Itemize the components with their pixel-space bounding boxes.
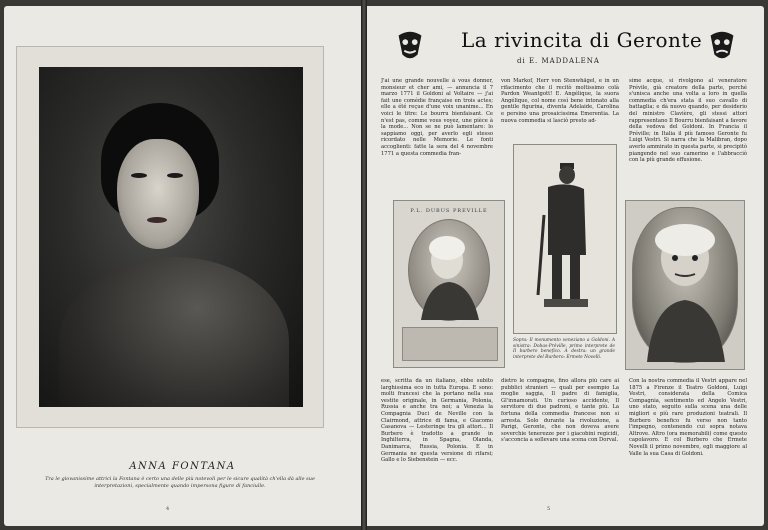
theatre-mask-logo-left [391, 26, 429, 64]
text-column-2-top [501, 78, 619, 138]
anna-fontana-photo [39, 67, 303, 407]
statue-figure [514, 145, 616, 333]
page-number-left: 4 [166, 506, 170, 512]
text-column-3-bottom [629, 378, 747, 502]
novelli-figure [633, 208, 737, 362]
left-page [4, 6, 361, 526]
article-title: La rivincita di Geronte [461, 28, 703, 52]
novelli-photo [625, 200, 745, 370]
page-number-right: 5 [547, 506, 551, 512]
portrait-frame [16, 46, 324, 428]
preville-engraving [393, 200, 505, 368]
text-column-3-top [629, 78, 747, 198]
photo-face-shape [117, 139, 199, 249]
col2-top-text: von Markof, Herr von Stenwhägel, e in un rifacimento che il recitò moltissimo colà Pardon Weantgott! E. Angélique, la suora Angélique, col nome così bene intonato alla gentile figurina, diventa Adelaide, Carolina e persino una prosaicissima Emerentia. La nuova commedia si lasciò presto ad- [501, 78, 619, 124]
medallion-inscription: P.L. DUBUS PREVILLE [410, 208, 488, 214]
photo-mouth [147, 217, 167, 223]
photo-eye-right [167, 173, 183, 178]
photo-eye-left [131, 173, 147, 178]
novelli-portrait-oval [632, 207, 738, 363]
preville-figure [409, 220, 489, 320]
medallion-base [402, 327, 498, 361]
text-column-1-bottom [381, 378, 493, 502]
photo-caption-text: Tra le giovanissime attrici la Fontana è certo una delle più notevoli per le sicure qualità ch'ella dà alle sue interpretazioni, specialmente quando impersona figure di fanciulle. [45, 476, 315, 489]
photo-shoulder-shape [59, 257, 289, 407]
text-column-1-top [381, 78, 493, 198]
col1-top-text: J'ai une grande nouvelle à vous donner, monsieur et cher ami, — annuncia il 7 marzo 1771 il Goldoni al Voltaire — j'ai fait une comédie française en trois actes; elle a été reçue d'une voix unanime... En voici le titre: Le bourru bienfaisant. Ce n'est pas, comme vous voyez, une pièce à la mode... Non se ne può lamentare: lo sappiamo oggi, per averlo egli stesso ricordato nelle Memorie. Le fonti accoglienti: fatte la sera del 4 novembre 1771 a questa commedia fran- [381, 78, 493, 157]
photo-caption-title: ANNA FONTANA [129, 461, 236, 472]
right-page [367, 6, 764, 526]
article-author: di E. MADDALENA [517, 57, 600, 65]
text-column-2-bottom [501, 378, 619, 502]
images-caption: Sopra: Il monumento veneziano a Goldoni. A sinistra: Dobas-Préville, primo interprete de Il burbero benefico. A destra: un grande interprete del Burbero: Ermete Novelli. [513, 338, 615, 360]
preville-portrait-oval [408, 219, 490, 321]
col3-bottom-text: Con la nostra commedia il Vestri appare nel 1875 a Firenze il Teatro Goldoni, Luigi Vestri, considerata della Comica Compagnia, sentimento ed Angelo Vestri, uno stato, seguito sulla scena una delle migliori e più rare produzioni teatrali. Il Burbero benefico fu verso non tanto l'impegno, contenendo cui sopra notava Altrove. Altro (ora memorabili) come questo capolavoro. E col Burbero che Ermete Novelli il primo novembre, egli maggiore al Valle la sua Casa di Goldoni. [629, 378, 747, 457]
col1-bottom-text: ese, scritta da un italiano, ebbe subito larghissima eco in tutta Europa. E sono: molti francesi che la portano nella sua vestite originale, in Germania, Polonia, Russia e anche tra noi; a Venezia la Compagnia Duci de Neville con la Clairmond, attrice di fama, e Giacomo Casanova — Lesteringe tra gli attori... Il Burbero è tradotto a grande in Inghilterra, in Spagna, Olanda, Danimarca, Russia, Polonia. E in Germania ne questa versione di rifarsi; Gallo e lo Siebenstein — ecc. [381, 378, 493, 464]
col2-bottom-text: dietro le compagne, fino allora più care ai pubblici stranieri — quali per esempio La moglie saggia, Il padre di famiglia, Gl'innamorati. Un curioso accidente, Il servitore di due padroni, e tante più. La fortuna della commedia francese non si arresta. Solo durante la rivoluzione, a Parigi, Geronte, che non doveva avere soverchie tenerezze per i giacobini regicidi, s'acconcia a sollevare una scena con Dorval. [501, 378, 619, 444]
theatre-mask-logo-right [703, 26, 741, 64]
col3-top-text: sime acque, si rivolgono al veneratore Prévile, già creatore della parte, perché s'unisca anche una volta a loro in quella commedia ch'era stata il suo cavallo di battaglia; e dà nuovo quando, per desiderio del ministro Clavière, gli stessi attori rappresentano Il Bourru bienfaisant a favore della vedova del Goldoni. In Francia il Préville; in Italia il più famoso Geronte fu Luigi Vestri. Si narra che la Malibran, dopo averlo ammirato in questa parte, si precipitò piangendo nel suo camerino e l'abbracciò con la più grande effusione. [629, 78, 747, 164]
goldoni-statue-photo [513, 144, 617, 334]
